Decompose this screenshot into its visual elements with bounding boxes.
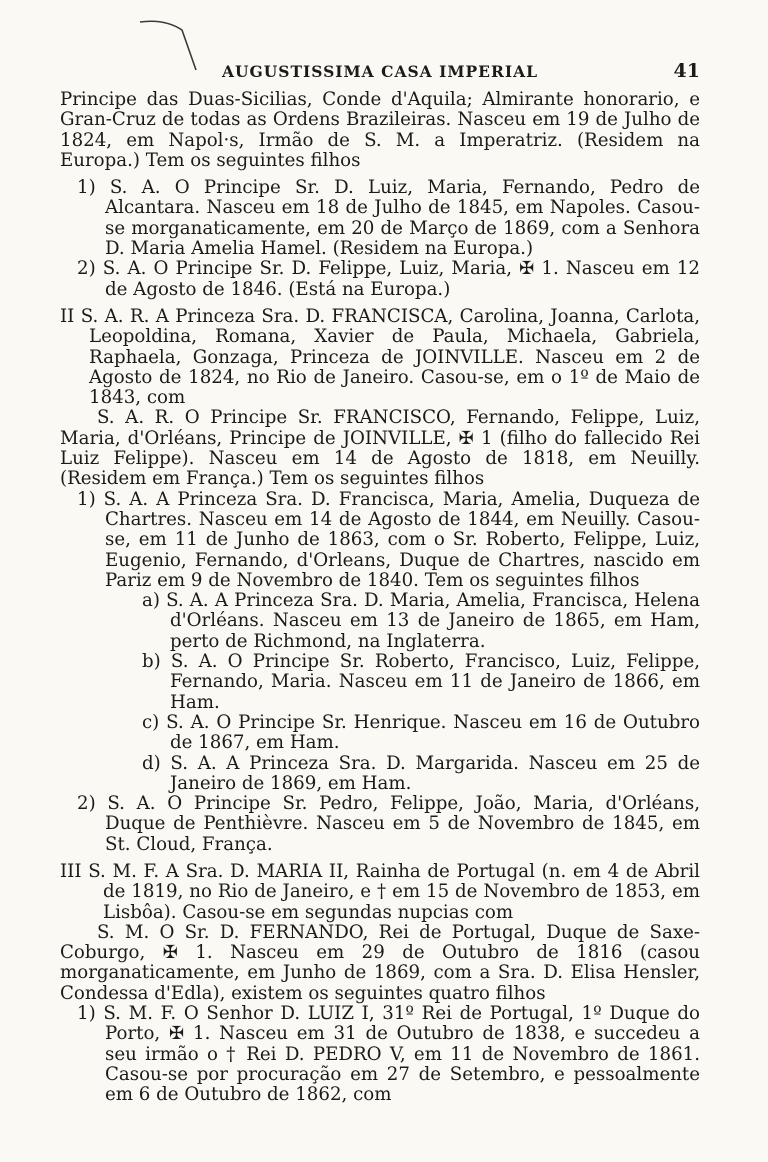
body-text	[60, 90, 700, 1106]
paragraph-spouse-fernando: S. M. O Sr. D. FERNANDO, Rei de Portugal, Duque de Saxe-Coburgo, ✠ 1. Nasceu em 29 de Outubro de 1816 (casou morganaticamente, em Junho de 1869, com a Sra. D. Elisa Hensler, Condessa d'Edla), existem os seguintes quatro filhos	[60, 921, 700, 1004]
page-number: 41	[673, 60, 700, 82]
paragraph-child-pedro: 2) S. A. O Principe Sr. Pedro, Felippe, João, Maria, d'Orléans, Duque de Penthièvre. Nasceu em 5 de Novembro de 1845, em St. Cloud, França.	[77, 793, 700, 855]
paragraph-grandchild-c: c) S. A. O Principe Sr. Henrique. Nasceu em 16 de Outubro de 1867, em Ham.	[142, 711, 700, 754]
paragraph-child-2: 2) S. A. O Principe Sr. D. Felippe, Luiz, Maria, ✠ 1. Nasceu em 12 de Agosto de 1846. (Está na Europa.)	[77, 258, 700, 300]
paragraph-grandchild-a: a) S. A. A Princeza Sra. D. Maria, Amelia, Francisca, Helena d'Orléans. Nasceu em 13 de Janeiro de 1865, em Ham, perto de Richmond, na Inglaterra.	[142, 590, 700, 652]
paragraph-section-iii: III S. M. F. A Sra. D. MARIA II, Rainha de Portugal (n. em 4 de Abril de 1819, no Rio de Janeiro, e † em 15 de Novembro de 1853, em Lisbôa). Casou-se em segundas nupcias com	[60, 860, 700, 923]
paragraph-grandchild-b: b) S. A. O Principe Sr. Roberto, Francisco, Luiz, Felippe, Fernando, Maria. Nasceu em 11 de Janeiro de 1866, em Ham.	[142, 651, 700, 713]
paragraph-spouse-joinville: S. A. R. O Principe Sr. FRANCISCO, Fernando, Felippe, Luiz, Maria, d'Orléans, Principe de JOINVILLE, ✠ 1 (filho do fallecido Rei Luiz Felippe). Nasceu em 14 de Agosto de 1818, em Neuilly. (Residem em França.) Tem os seguintes filhos	[60, 407, 700, 490]
paragraph-section-ii: II S. A. R. A Princeza Sra. D. FRANCISCA, Carolina, Joanna, Carlota, Leopoldina, Romana, Xavier de Paula, Michaela, Gabriela, Raphaela, Gonzaga, Princeza de JOINVILLE. Nasceu em 2 de Agosto de 1824, no Rio de Janeiro. Casou-se, em o 1º de Maio de 1843, com	[60, 305, 700, 409]
paragraph-grandchild-d: d) S. A. A Princeza Sra. D. Margarida. Nasceu em 25 de Janeiro de 1869, em Ham.	[142, 752, 700, 794]
paragraph-child-luiz: 1) S. M. F. O Senhor D. LUIZ I, 31º Rei de Portugal, 1º Duque do Porto, ✠ 1. Nasceu em 31 de Outubro de 1838, e succedeu a seu irmão o † Rei D. PEDRO V, em 11 de Novembro de 1861. Casou-se por procuração em 27 de Setembro, e pessoalmente em 6 de Outubro de 1862, com	[77, 1003, 700, 1106]
paragraph-child-francisca: 1) S. A. A Princeza Sra. D. Francisca, Maria, Amelia, Duqueza de Chartres. Nasceu em 14 de Agosto de 1844, em Neuilly. Casou-se, em 11 de Junho de 1863, com o Sr. Roberto, Felippe, Luiz, Eugenio, Fernando, d'Orleans, Duque de Chartres, nascido em Pariz em 9 de Novembro de 1840. Tem os seguintes filhos	[77, 488, 700, 591]
page-header	[60, 62, 700, 88]
paragraph-child-1: 1) S. A. O Principe Sr. D. Luiz, Maria, Fernando, Pedro de Alcantara. Nasceu em 18 de Julho de 1845, em Napoles. Casou-se morganaticamente, em 20 de Março de 1869, com a Senhora D. Maria Amelia Hamel. (Residem na Europa.)	[77, 177, 700, 260]
paragraph-intro: Principe das Duas-Sicilias, Conde d'Aquila; Almirante honorario, e Gran-Cruz de todas as Ordens Brazileiras. Nasceu em 19 de Julho de 1824, em Napol·s, Irmão de S. M. a Imperatriz. (Residem na Europa.) Tem os seguintes filhos	[60, 89, 700, 171]
running-title: AUGUSTISSIMA CASA IMPERIAL	[221, 62, 539, 81]
